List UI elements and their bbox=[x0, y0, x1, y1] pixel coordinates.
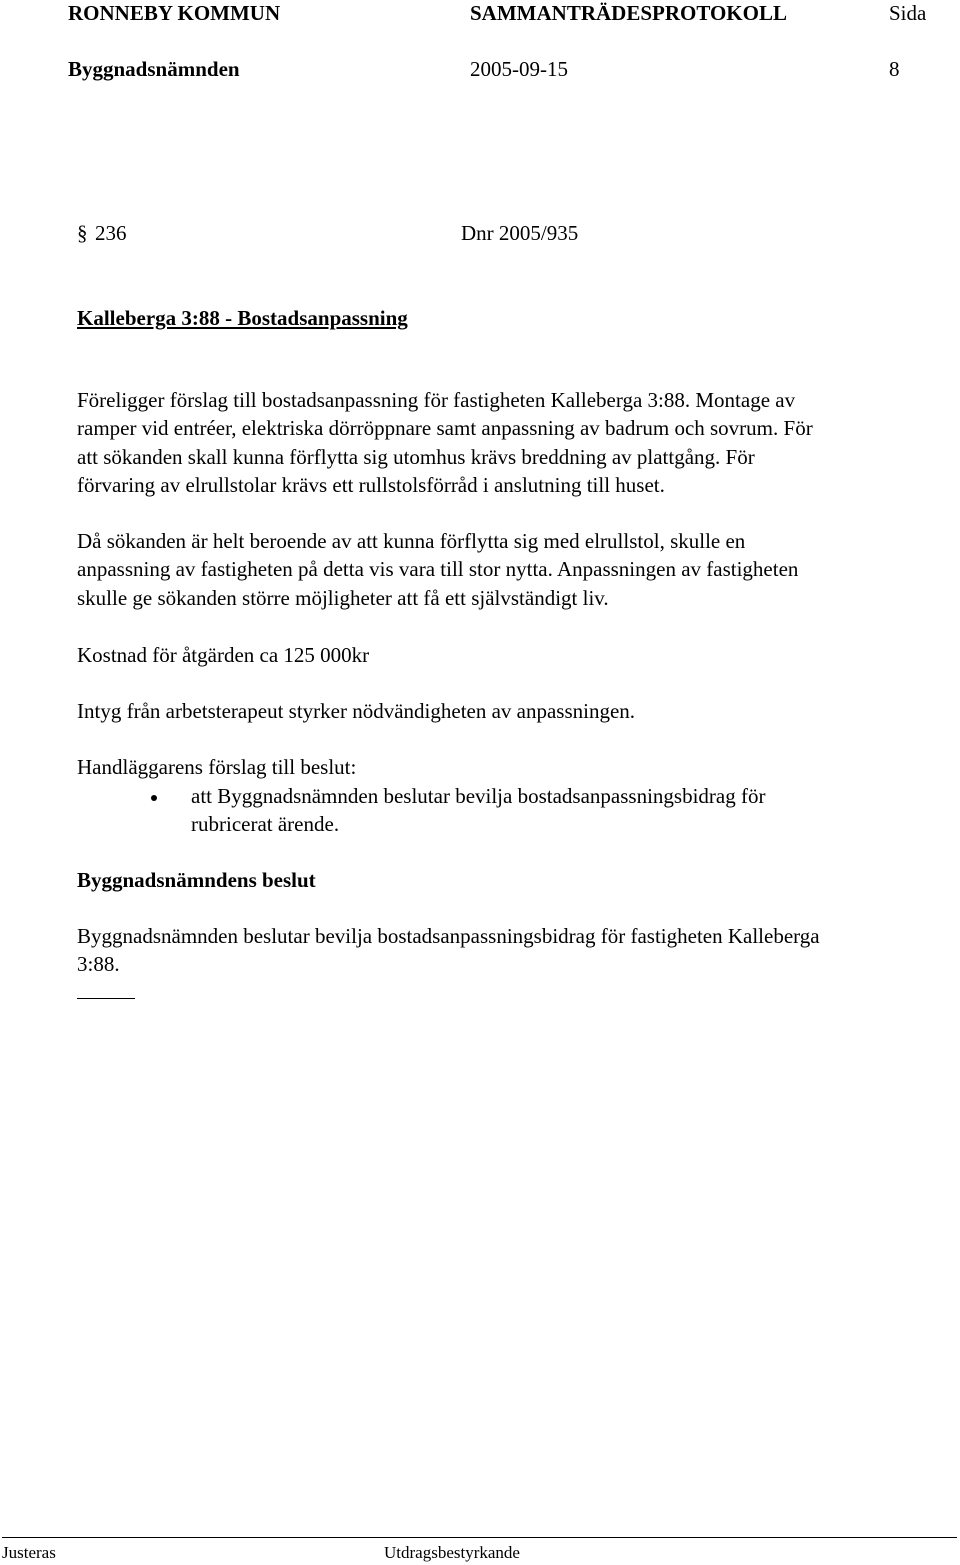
case-title: Kalleberga 3:88 - Bostadsanpassning bbox=[77, 306, 408, 330]
dnr-number: Dnr 2005/935 bbox=[461, 221, 579, 245]
text-line: att Byggnadsnämnden beslutar bevilja bostadsanpassningsbidrag för bbox=[191, 784, 766, 808]
text-line: förvaring av elrullstolar krävs ett rullstolsförråd i anslutning till huset. bbox=[77, 473, 665, 498]
section-symbol: § bbox=[77, 221, 88, 245]
footer-justeras: Justeras bbox=[2, 1543, 56, 1562]
document-type: SAMMANTRÄDESPROTOKOLL bbox=[470, 1, 787, 25]
committee-name: Byggnadsnämnden bbox=[68, 57, 240, 81]
page-label: Sida bbox=[889, 1, 927, 25]
section-number: 236 bbox=[95, 221, 127, 245]
proposal-heading: Handläggarens förslag till beslut: bbox=[77, 755, 357, 779]
text-line: anpassning av fastigheten på detta vis vara till stor nytta. Anpassningen av fastigheten bbox=[77, 557, 799, 582]
text-line: Föreligger förslag till bostadsanpassning för fastigheten Kalleberga 3:88. Montage av bbox=[77, 388, 796, 412]
paragraph-motivation bbox=[77, 527, 947, 612]
text-line: skulle ge sökanden större möjligheter att få ett självständigt liv. bbox=[77, 585, 609, 610]
paragraph-description bbox=[77, 386, 947, 500]
closing-rule bbox=[77, 998, 135, 999]
cost-text: Kostnad för åtgärden ca 125 000kr bbox=[77, 643, 370, 667]
footer-utdragsbestyrkande: Utdragsbestyrkande bbox=[384, 1543, 520, 1562]
proposal-bullet bbox=[191, 782, 931, 839]
page-number: 8 bbox=[889, 57, 900, 81]
certificate-text: Intyg från arbetsterapeut styrker nödvändigheten av anpassningen. bbox=[77, 699, 636, 723]
organisation-name: RONNEBY KOMMUN bbox=[68, 1, 281, 25]
bullet-icon bbox=[151, 795, 157, 801]
text-line: 3:88. bbox=[77, 952, 120, 977]
text-line: Byggnadsnämnden beslutar bevilja bostadsanpassningsbidrag för fastigheten Kalleberga bbox=[77, 924, 820, 948]
decision-text bbox=[77, 922, 947, 979]
decision-heading: Byggnadsnämndens beslut bbox=[77, 868, 316, 892]
text-line: rubricerat ärende. bbox=[191, 812, 340, 837]
meeting-date: 2005-09-15 bbox=[470, 57, 568, 81]
text-line: ramper vid entréer, elektriska dörröppnare samt anpassning av badrum och sovrum. För bbox=[77, 416, 813, 441]
footer-divider bbox=[2, 1537, 957, 1538]
text-line: Då sökanden är helt beroende av att kunna förflytta sig med elrullstol, skulle en bbox=[77, 529, 746, 553]
text-line: att sökanden skall kunna förflytta sig utomhus krävs breddning av plattgång. För bbox=[77, 444, 755, 469]
